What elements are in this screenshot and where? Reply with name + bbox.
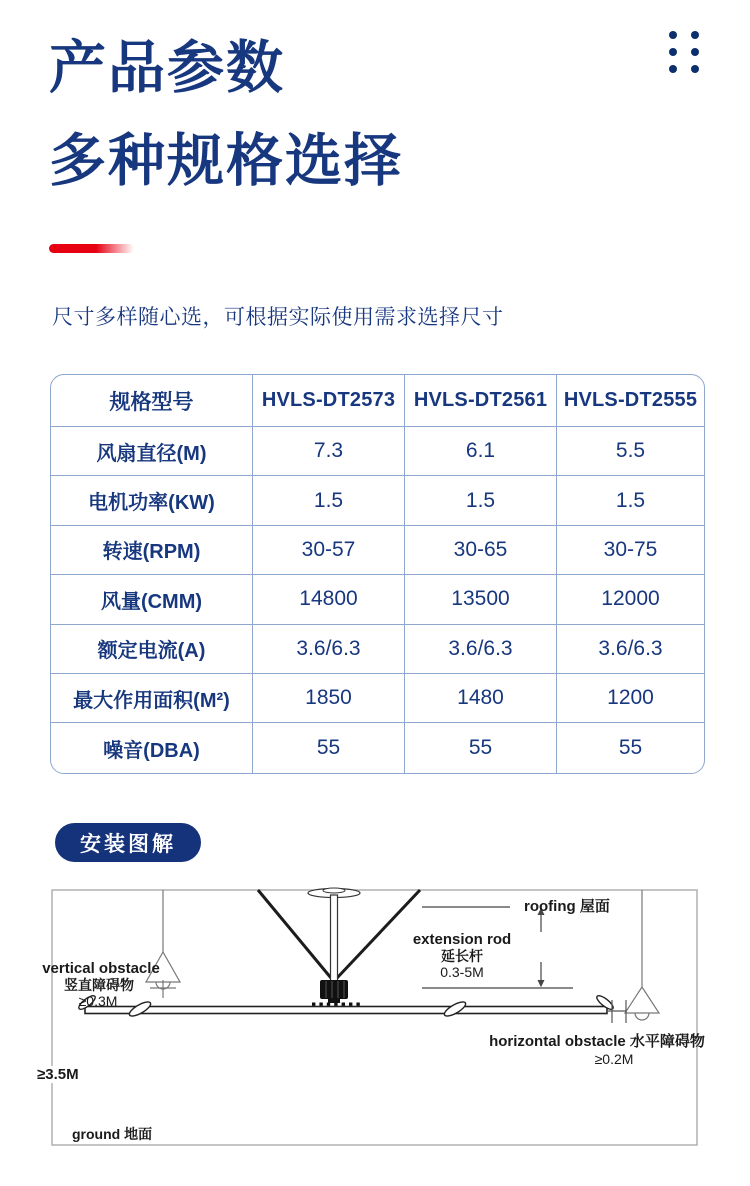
fan-drop-rod	[331, 895, 338, 982]
spec-cell: 12000	[557, 575, 704, 624]
fan-blades	[85, 1007, 607, 1014]
page-title-line1: 产品参数	[49, 36, 285, 100]
spec-cell: 7.3	[253, 427, 405, 476]
spec-row-label: 电机功率(KW)	[51, 476, 253, 525]
spec-row-label: 风量(CMM)	[51, 575, 253, 624]
spec-cell: 1850	[253, 674, 405, 723]
horizontal-obstacle-label: horizontal obstacle 水平障碍物	[489, 1033, 705, 1050]
spec-cell: 1.5	[405, 476, 557, 525]
installation-diagram	[30, 880, 710, 1150]
spec-cell: 3.6/6.3	[557, 625, 704, 674]
spec-cell: 55	[405, 723, 557, 772]
spec-cell: 55	[253, 723, 405, 772]
spec-cell: 13500	[405, 575, 557, 624]
extension-rod-range: 0.3-5M	[440, 964, 484, 980]
ground-label: ground 地面	[72, 1126, 153, 1142]
spec-row-label: 最大作用面积(M²)	[51, 674, 253, 723]
vertical-obstacle-label-cn: 竖直障碍物	[64, 977, 134, 993]
diagram-frame	[52, 890, 697, 1145]
spec-cell: 30-65	[405, 526, 557, 575]
spec-header-col3: HVLS-DT2555	[557, 375, 704, 427]
ceiling-mount-hub	[323, 888, 345, 893]
extension-rod-label-en: extension rod	[412, 931, 512, 948]
page-subtitle: 尺寸多样随心选，可根据实际使用需求选择尺寸	[52, 306, 504, 329]
spec-cell: 30-57	[253, 526, 405, 575]
spec-header-col1: HVLS-DT2573	[253, 375, 405, 427]
spec-row-label: 噪音(DBA)	[51, 723, 253, 772]
roofing-label: roofing 屋面	[524, 898, 610, 915]
spec-cell: 1.5	[253, 476, 405, 525]
spec-header-model: 规格型号	[51, 375, 253, 427]
horizontal-obstacle-min: ≥0.2M	[594, 1051, 634, 1067]
spec-table	[50, 374, 705, 774]
page-title-line2: 多种规格选择	[49, 129, 403, 193]
spec-cell: 55	[618, 736, 643, 760]
spec-cell: 1200	[557, 674, 704, 723]
spec-cell: 1480	[405, 674, 557, 723]
extension-rod-label-cn: 延长杆	[441, 948, 483, 964]
spec-row-label: 转速(RPM)	[51, 526, 253, 575]
spec-cell: 5.5	[557, 427, 704, 476]
install-diagram-button[interactable]: 安装图解	[55, 823, 201, 862]
vertical-obstacle-min: ≥0.3M	[78, 993, 118, 1009]
page-title	[49, 22, 403, 208]
motor-shaft	[328, 999, 340, 1003]
spec-cell: 14800	[253, 575, 405, 624]
spec-header-col2: HVLS-DT2561	[405, 375, 557, 427]
red-divider	[49, 244, 134, 253]
min-install-height-label: ≥3.5M	[37, 1066, 79, 1083]
spec-cell: 3.6/6.3	[405, 625, 557, 674]
spec-cell: 1.5	[557, 476, 704, 525]
spec-row-label: 额定电流(A)	[51, 625, 253, 674]
spec-cell: 3.6/6.3	[253, 625, 405, 674]
spec-cell: 30-75	[557, 526, 704, 575]
spec-cell: 6.1	[405, 427, 557, 476]
vertical-obstacle-label-en: vertical obstacle	[42, 960, 160, 977]
dots-grid-icon	[669, 31, 699, 73]
spec-row-label: 风扇直径(M)	[51, 427, 253, 476]
